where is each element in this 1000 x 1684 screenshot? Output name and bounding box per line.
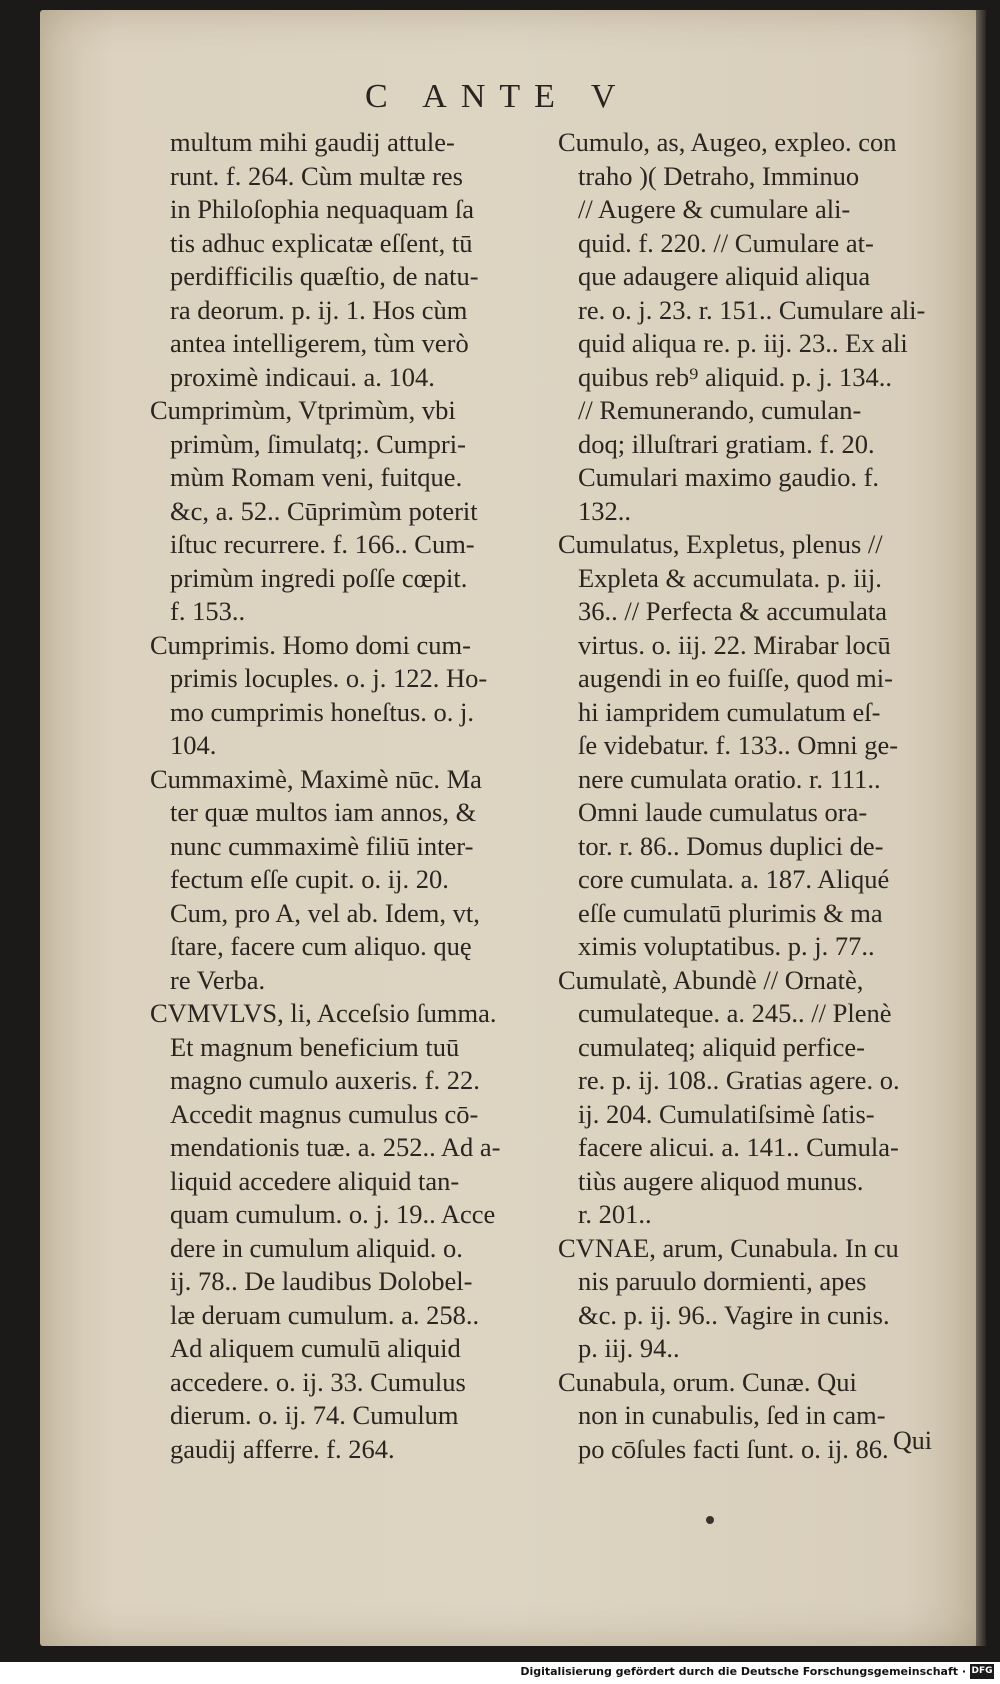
text-line: mendationis tuæ. a. 252.. Ad a- (170, 1132, 501, 1162)
text-line: re Verba. (170, 964, 266, 995)
text-line: po cōſules facti ſunt. o. ij. 86. (578, 1433, 889, 1464)
entry-headword-line: Cumulatè, Abundè // Ornatè, (558, 964, 864, 995)
text-line: tiùs augere aliquod munus. (578, 1165, 864, 1196)
text-line: que adaugere aliquid aliqua (578, 261, 871, 291)
text-line: ſtare, facere cum aliquo. quę (170, 931, 472, 961)
entry-headword-line: CVNAE, arum, Cunabula. In cu (558, 1232, 899, 1263)
text-line: accedere. o. ij. 33. Cumulus (170, 1366, 466, 1397)
text-line: re. p. ij. 108.. Gratias agere. o. (578, 1065, 900, 1095)
text-line: nunc cummaximè filiū inter- (170, 830, 474, 861)
left-column (150, 126, 565, 1466)
text-line: Accedit magnus cumulus cō- (170, 1098, 479, 1129)
text-line: in Philoſophia nequaquam ſa (170, 194, 474, 224)
text-line: ter quæ multos iam annos, & (170, 797, 477, 827)
text-line: Cum, pro A, vel ab. Idem, vt, (170, 897, 480, 928)
text-line: dierum. o. ij. 74. Cumulum (170, 1400, 459, 1430)
text-line: eſſe cumulatū plurimis & ma (578, 897, 883, 928)
entry-headword-line: Cummaximè, Maximè nūc. Ma (150, 763, 482, 794)
text-line: proximè indicaui. a. 104. (170, 361, 435, 392)
text-line: runt. f. 264. Cùm multæ res (170, 160, 463, 191)
text-line: liquid accedere aliquid tan- (170, 1165, 460, 1196)
entry-headword-line: Cumprimùm, Vtprimùm, vbi (150, 395, 456, 425)
text-line: perdifficilis quæſtio, de natu- (170, 261, 479, 291)
text-line: primis locuples. o. j. 122. Ho- (170, 663, 488, 693)
text-line: primùm, ſimulatq;. Cumpri- (170, 428, 466, 459)
text-line: 36.. // Perfecta & accumulata (578, 596, 888, 626)
text-line: quam cumulum. o. j. 19.. Acce (170, 1199, 496, 1229)
text-line: multum mihi gaudij attule- (170, 127, 455, 157)
entry-headword-line: Cunabula, orum. Cunæ. Qui (558, 1366, 857, 1397)
entry-headword-line: Cumulatus, Expletus, plenus // (558, 529, 883, 559)
text-line: Omni laude cumulatus ora- (578, 797, 868, 827)
entry-headword-line: CVMVLVS, li, Acceſsio ſumma. (150, 998, 497, 1028)
text-line: ij. 78.. De laudibus Dolobel- (170, 1266, 473, 1296)
text-line: tis adhuc explicatæ eſſent, tū (170, 227, 473, 258)
text-line: dere in cumulum aliquid. o. (170, 1232, 463, 1263)
text-line: virtus. o. iij. 22. Mirabar locū (578, 629, 891, 660)
text-line: tor. r. 86.. Domus duplici de- (578, 830, 884, 861)
text-line: Cumulari maximo gaudio. f. (578, 462, 880, 492)
text-line: 132.. (578, 495, 631, 526)
text-line: // Remunerando, cumulan- (578, 395, 862, 425)
footer-credit: Digitalisierung gefördert durch die Deutsche Forschungsgemeinschaft · (520, 1665, 966, 1678)
text-line: quibus reb⁹ aliquid. p. j. 134.. (578, 361, 892, 392)
text-line: // Augere & cumulare ali- (578, 194, 851, 224)
text-line: ij. 204. Cumulatiſsimè ſatis- (578, 1098, 875, 1129)
text-line: doq; illuſtrari gratiam. f. 20. (578, 428, 875, 459)
text-line: mùm Romam veni, fuitque. (170, 462, 463, 492)
text-line: ſe videbatur. f. 133.. Omni ge- (578, 730, 899, 760)
text-line: mo cumprimis honeſtus. o. j. (170, 696, 474, 727)
text-line: quid. f. 220. // Cumulare at- (578, 227, 874, 258)
text-line: Expleta & accumulata. p. iij. (578, 562, 882, 593)
text-line: primùm ingredi poſſe cœpit. (170, 562, 468, 593)
text-line: ximis voluptatibus. p. j. 77.. (578, 931, 875, 961)
entry-headword-line: Cumprimis. Homo domi cum- (150, 629, 471, 660)
text-line: cumulateq; aliquid perfice- (578, 1031, 865, 1062)
page-speck (706, 1516, 714, 1524)
right-column (558, 126, 978, 1466)
text-line: Ad aliquem cumulū aliquid (170, 1333, 461, 1363)
text-line: ra deorum. p. ij. 1. Hos cùm (170, 294, 468, 325)
text-line: quid aliqua re. p. iij. 23.. Ex ali (578, 328, 908, 358)
text-line: re. o. j. 23. r. 151.. Cumulare ali- (578, 294, 926, 325)
text-line: magno cumulo auxeris. f. 22. (170, 1065, 480, 1095)
text-line: læ deruam cumulum. a. 258.. (170, 1299, 480, 1330)
text-line: 104. (170, 730, 217, 760)
text-line: core cumulata. a. 187. Aliqué (578, 864, 890, 894)
text-line: augendi in eo fuiſſe, quod mi- (578, 663, 893, 693)
text-line: Et magnum beneficium tuū (170, 1031, 460, 1062)
text-line: nis paruulo dormienti, apes (578, 1266, 867, 1296)
text-line: f. 153.. (170, 596, 246, 626)
text-line: &c, a. 52.. Cūprimùm poterit (170, 495, 478, 526)
text-line: cumulateque. a. 245.. // Plenè (578, 998, 892, 1028)
catchword: Qui (893, 1426, 932, 1455)
text-line: p. iij. 94.. (578, 1333, 680, 1363)
text-line: traho )( Detraho, Imminuo (578, 160, 860, 191)
footer-bar (0, 1662, 1000, 1684)
text-line: nere cumulata oratio. r. 111.. (578, 763, 881, 794)
text-line: gaudij afferre. f. 264. (170, 1433, 395, 1464)
text-line: iſtuc recurrere. f. 166.. Cum- (170, 529, 475, 559)
dfg-logo: DFG (970, 1664, 994, 1679)
running-head: C ANTE V (365, 78, 630, 115)
entry-headword-line: Cumulo, as, Augeo, expleo. con (558, 127, 897, 157)
text-line: r. 201.. (578, 1199, 652, 1229)
text-line: antea intelligerem, tùm verò (170, 328, 469, 358)
text-line: non in cunabulis, ſed in cam- (578, 1400, 886, 1430)
text-line: facere alicui. a. 141.. Cumula- (578, 1132, 899, 1162)
text-line: fectum eſſe cupit. o. ij. 20. (170, 864, 449, 894)
text-line: hi iampridem cumulatum eſ- (578, 696, 881, 727)
text-line: &c. p. ij. 96.. Vagire in cunis. (578, 1299, 890, 1330)
